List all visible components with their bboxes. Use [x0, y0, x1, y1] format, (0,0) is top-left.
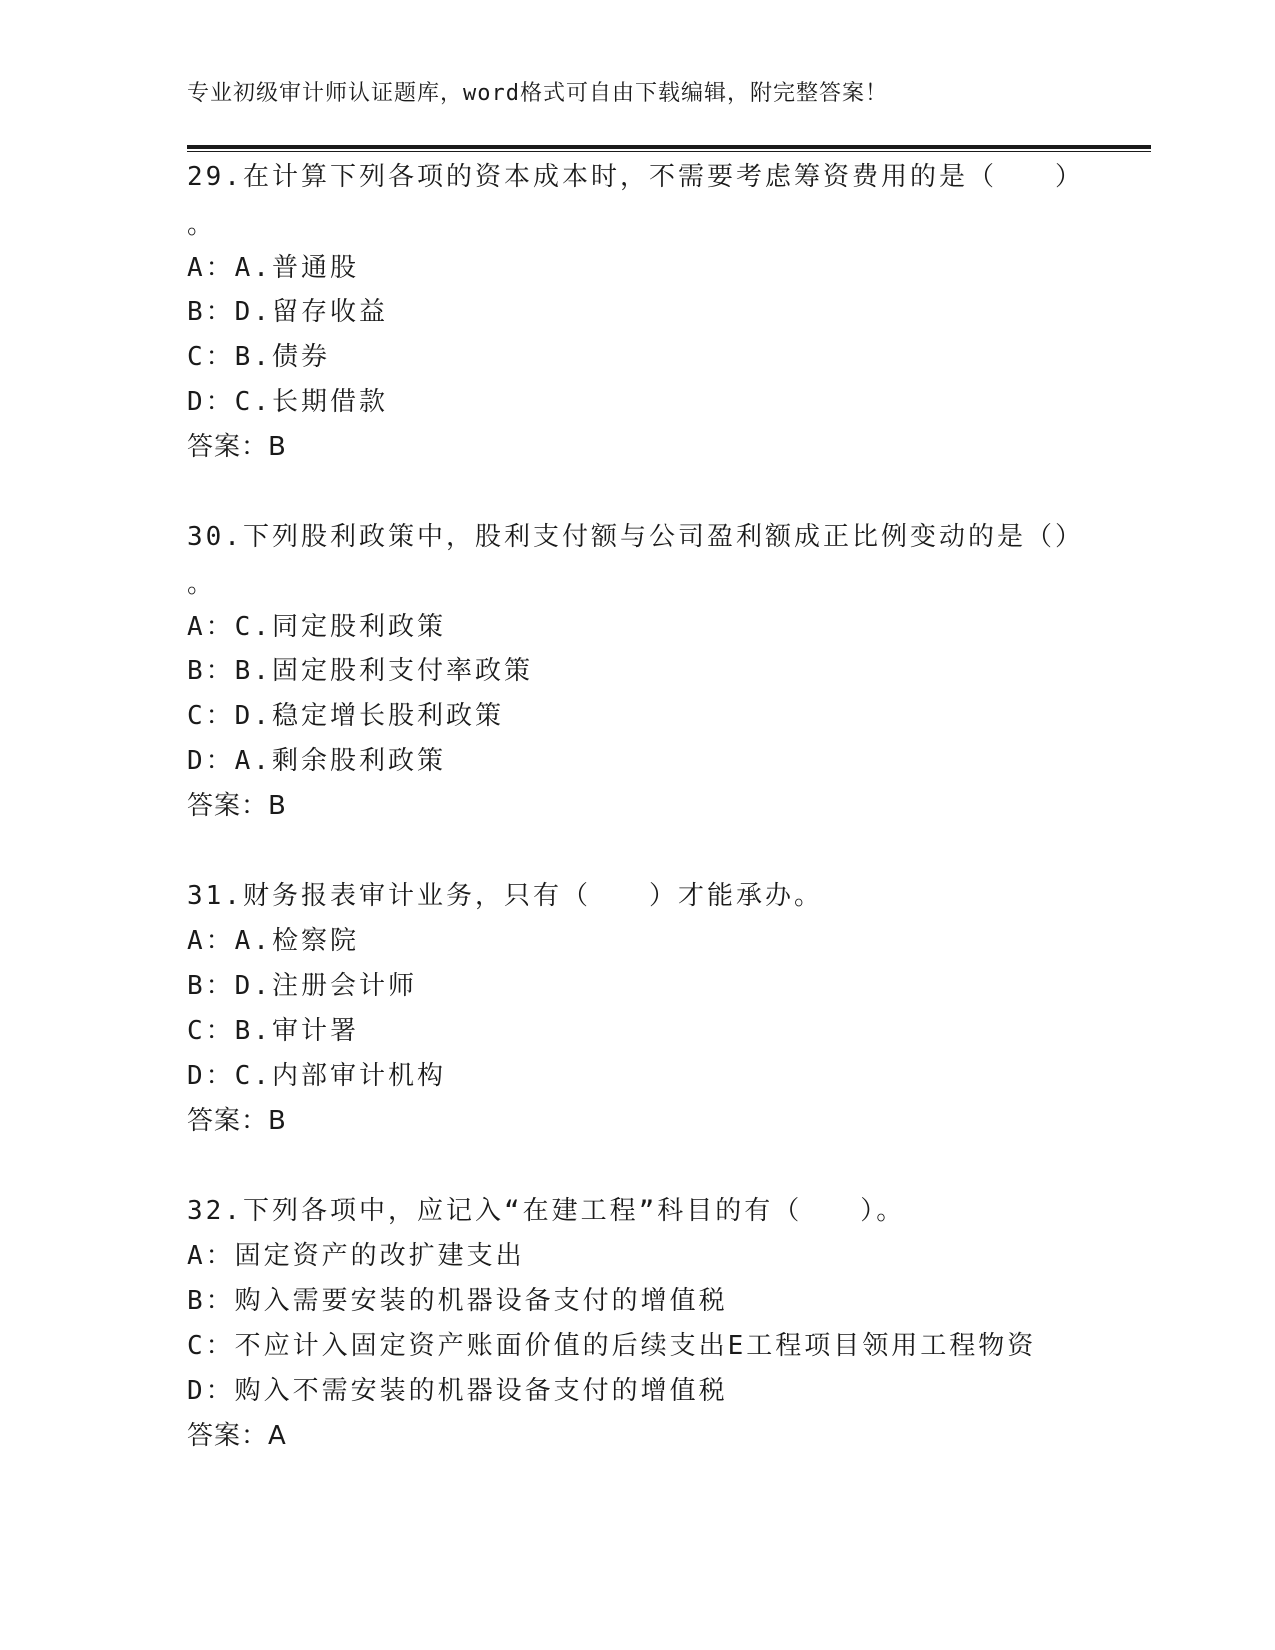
question-29-stem-continuation: 。 [187, 210, 217, 240]
answer-value: B [268, 1106, 286, 1136]
question-30-answer [187, 791, 286, 821]
answer-label: 答案： [187, 432, 269, 462]
answer-label: 答案： [187, 1106, 269, 1136]
header-rule-thick [187, 145, 1151, 149]
answer-value: A [268, 1421, 286, 1451]
question-30-option-c: C：D.稳定增长股利政策 [187, 701, 504, 731]
header-rule-thin [187, 151, 1151, 152]
answer-value: B [268, 432, 286, 462]
question-32-option-b: B：购入需要安装的机器设备支付的增值税 [187, 1286, 728, 1316]
question-30-option-a: A：C.同定股利政策 [187, 612, 446, 642]
question-30-option-d: D：A.剩余股利政策 [187, 746, 446, 776]
answer-label: 答案： [187, 1421, 269, 1451]
question-32-option-d: D：购入不需安装的机器设备支付的增值税 [187, 1376, 728, 1406]
question-31-stem: 31.财务报表审计业务，只有（ ）才能承办。 [187, 881, 823, 911]
question-32-stem: 32.下列各项中，应记入“在建工程”科目的有（ ）。 [187, 1196, 906, 1226]
question-29-answer [187, 432, 286, 462]
question-29-option-a: A：A.普通股 [187, 253, 359, 283]
question-31-answer [187, 1106, 286, 1136]
question-32-option-a: A：固定资产的改扩建支出 [187, 1241, 525, 1271]
answer-value: B [268, 791, 286, 821]
question-30-stem: 30.下列股利政策中，股利支付额与公司盈利额成正比例变动的是（） [187, 522, 1084, 552]
question-31-option-a: A：A.检察院 [187, 926, 359, 956]
question-32-answer [187, 1421, 286, 1451]
question-29-option-d: D：C.长期借款 [187, 387, 388, 417]
question-29-option-c: C：B.债券 [187, 342, 330, 372]
page-header: 专业初级审计师认证题库，word格式可自由下载编辑，附完整答案！ [187, 81, 888, 106]
question-29-stem: 29.在计算下列各项的资本成本时，不需要考虑筹资费用的是（ ） [187, 162, 1084, 192]
question-30-option-b: B：B.固定股利支付率政策 [187, 656, 533, 686]
question-29-option-b: B：D.留存收益 [187, 297, 388, 327]
question-30-stem-continuation: 。 [187, 569, 217, 599]
question-32-option-c: C：不应计入固定资产账面价值的后续支出E工程项目领用工程物资 [187, 1331, 1037, 1361]
answer-label: 答案： [187, 791, 269, 821]
question-31-option-b: B：D.注册会计师 [187, 971, 417, 1001]
question-31-option-d: D：C.内部审计机构 [187, 1061, 446, 1091]
question-31-option-c: C：B.审计署 [187, 1016, 359, 1046]
